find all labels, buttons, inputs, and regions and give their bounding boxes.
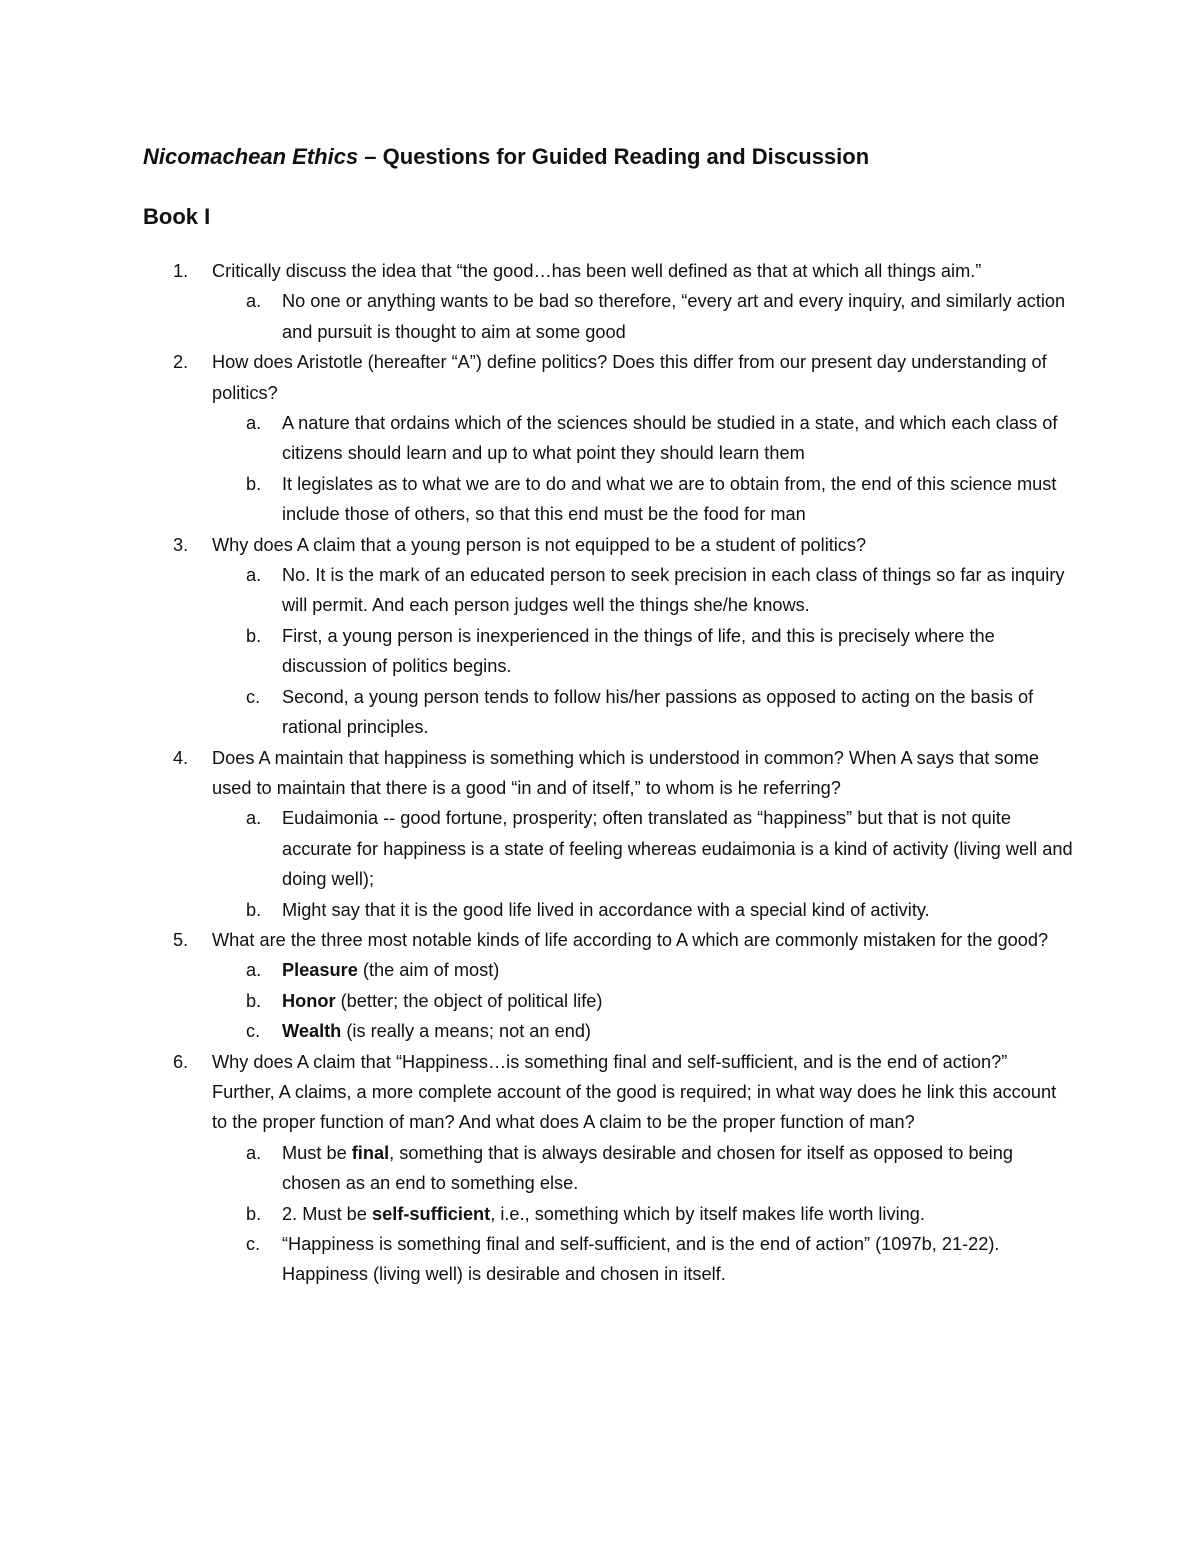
answer-bold-term: Wealth (282, 1021, 342, 1042)
answer-text: “Happiness is something final and self-sufficient, and is the end of action” (1097b, 21-22). Happiness (living well) is desirable and chosen in itself. (282, 1234, 1000, 1285)
answer-item (212, 621, 1073, 682)
answer-item (212, 560, 1073, 621)
answer-text: (is really a means; not an end) (341, 1021, 591, 1042)
question-text: Why does A claim that “Happiness…is something final and self-sufficient, and is the end of action?” Further, A claims, a more complete account of the good is required; in what way does he link this account to the proper function of man? And what does A claim to be the proper function of man? (212, 1051, 1057, 1133)
answer-text: (the aim of most) (357, 960, 500, 981)
question-number: 6. (173, 1051, 189, 1072)
answer-letter: a. (246, 808, 262, 829)
answer-item (212, 803, 1073, 894)
answer-prefix: 2. Must be (282, 1203, 372, 1224)
answer-letter: a. (246, 1142, 262, 1163)
question-3 (143, 530, 1073, 743)
question-text: Critically discuss the idea that “the good…has been well defined as that at which all things aim.” (212, 261, 982, 281)
question-list (143, 256, 1073, 1290)
question-number: 2. (173, 352, 189, 373)
answer-text: , something that is always desirable and chosen for itself as opposed to being chosen as an end to something else. (282, 1142, 1013, 1194)
answer-bold-term: final (351, 1142, 390, 1163)
answer-item (212, 1229, 1073, 1290)
answer-letter: a. (246, 291, 262, 312)
question-text: Does A maintain that happiness is something which is understood in common? When A says that some used to maintain that there is a good “in and of itself,” to whom is he referring? (212, 747, 1039, 798)
answer-letter: b. (246, 473, 262, 494)
answer-bold-term: Honor (282, 990, 336, 1011)
answer-text: No. It is the mark of an educated person to seek precision in each class of things so far as inquiry will permit. And each person judges well the things she/he knows. (282, 565, 1065, 616)
answer-item (212, 895, 1073, 925)
answer-text: Second, a young person tends to follow his/her passions as opposed to acting on the basis of rational principles. (282, 686, 1034, 738)
answer-letter: c. (246, 1021, 261, 1042)
answer-text: , i.e., something which by itself makes life worth living. (490, 1203, 925, 1224)
answer-bold-term: Pleasure (282, 960, 358, 981)
answer-item (212, 1138, 1073, 1199)
question-text: How does Aristotle (hereafter “A”) define politics? Does this differ from our present day understanding of politics? (212, 352, 1047, 403)
answer-text: It legislates as to what we are to do and what we are to obtain from, the end of this science must include those of others, so that this end must be the food for man (282, 473, 1057, 525)
answer-letter: b. (246, 1203, 262, 1224)
answer-item (212, 1199, 1073, 1229)
answer-text: Might say that it is the good life lived in accordance with a special kind of activity. (282, 899, 930, 920)
question-1 (143, 256, 1073, 347)
answer-letter: b. (246, 625, 262, 646)
answer-list (212, 560, 1073, 742)
question-number: 4. (173, 747, 189, 768)
question-number: 3. (173, 534, 189, 555)
answer-list (212, 408, 1073, 530)
answer-list (212, 1138, 1073, 1290)
answer-list (212, 286, 1073, 347)
answer-item (212, 682, 1073, 743)
answer-text: Eudaimonia -- good fortune, prosperity; often translated as “happiness” but that is not quite accurate for happiness is a state of feeling whereas eudaimonia is a kind of activity (living well and doing well); (282, 808, 1073, 890)
question-6 (143, 1047, 1073, 1290)
answer-text: No one or anything wants to be bad so therefore, “every art and every inquiry, and similarly action and pursuit is thought to aim at some good (282, 291, 1066, 342)
question-number: 5. (173, 929, 189, 950)
answer-text: A nature that ordains which of the sciences should be studied in a state, and which each class of citizens should learn and up to what point they should learn them (282, 413, 1058, 464)
answer-letter: b. (246, 899, 262, 920)
answer-text: First, a young person is inexperienced in the things of life, and this is precisely where the discussion of politics begins. (282, 625, 995, 677)
answer-letter: a. (246, 413, 262, 434)
answer-item (212, 1016, 1073, 1046)
question-text: What are the three most notable kinds of life according to A which are commonly mistaken for the good? (212, 929, 1049, 950)
book-heading: Book I (143, 204, 211, 229)
document-title (143, 144, 869, 170)
question-number: 1. (173, 261, 189, 281)
title-italic-part: Nicomachean Ethics (143, 144, 359, 169)
answer-item (212, 955, 1073, 985)
answer-text: (better; the object of political life) (335, 990, 603, 1011)
answer-letter: c. (246, 1234, 261, 1254)
question-2 (143, 347, 1073, 529)
question-5 (143, 925, 1073, 1047)
answer-item (212, 286, 1073, 347)
answer-item (212, 469, 1073, 530)
answer-item (212, 408, 1073, 469)
answer-letter: b. (246, 990, 262, 1011)
question-text: Why does A claim that a young person is not equipped to be a student of politics? (212, 534, 867, 555)
answer-list (212, 955, 1073, 1046)
answer-bold-term: self-sufficient (371, 1203, 491, 1224)
question-4 (143, 743, 1073, 925)
answer-prefix: Must be (282, 1142, 352, 1163)
answer-letter: a. (246, 565, 262, 586)
answer-letter: c. (246, 686, 261, 707)
answer-list (212, 803, 1073, 925)
answer-item (212, 986, 1073, 1016)
answer-letter: a. (246, 960, 262, 981)
title-rest: – Questions for Guided Reading and Discussion (358, 144, 870, 169)
